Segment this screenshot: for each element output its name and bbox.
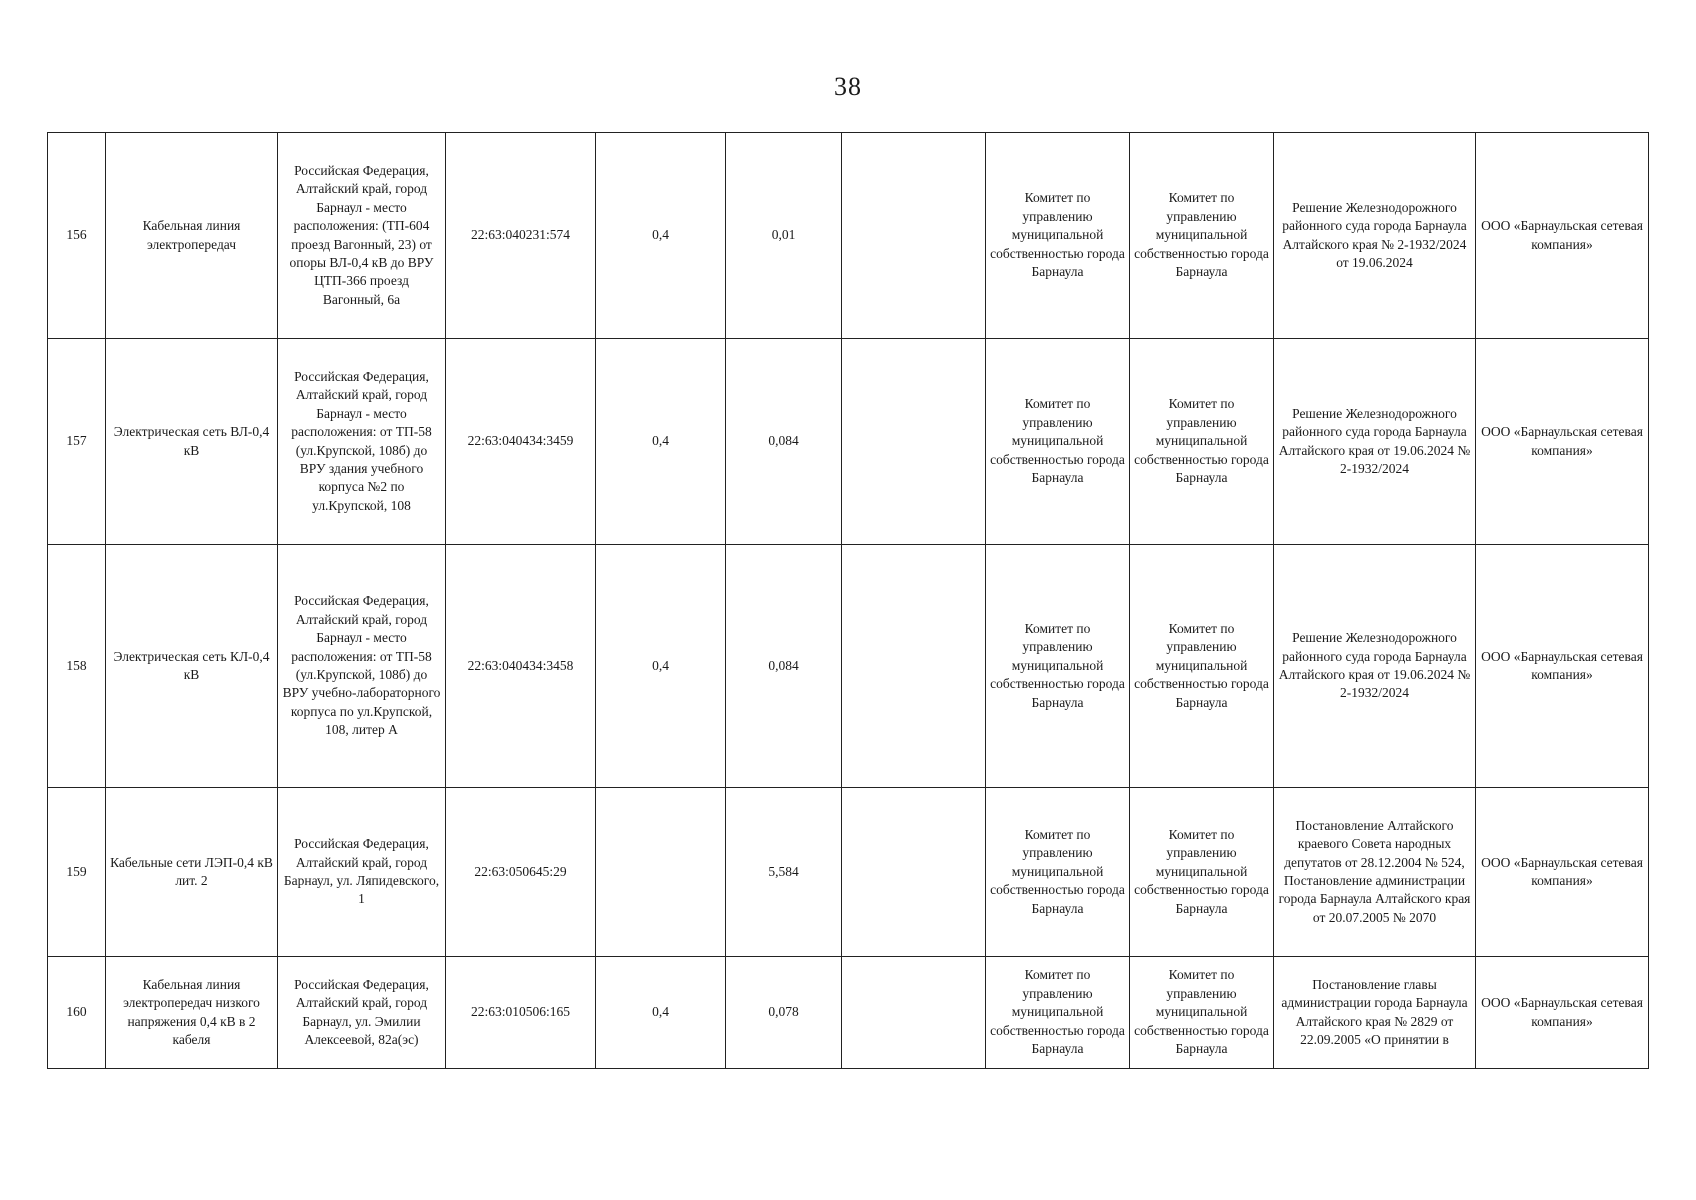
cadastral-number: 22:63:050645:29 (446, 788, 596, 957)
table-row (48, 339, 1649, 545)
rights-holder: Комитет по управлению муниципальной собственностью города Барнаула (986, 545, 1130, 788)
row-number: 160 (48, 957, 106, 1069)
object-name: Кабельная линия электропередач низкого напряжения 0,4 кВ в 2 кабеля (106, 957, 278, 1069)
table-row (48, 957, 1649, 1069)
legal-basis: Решение Железнодорожного районного суда города Барнаула Алтайского края от 19.06.2024 № 2-1932/2024 (1274, 339, 1476, 545)
empty-cell (842, 133, 986, 339)
cadastral-number: 22:63:040434:3458 (446, 545, 596, 788)
length-value: 0,084 (726, 545, 842, 788)
table-row (48, 788, 1649, 957)
object-address: Российская Федерация, Алтайский край, город Барнаул, ул. Эмилии Алексеевой, 82а(эс) (278, 957, 446, 1069)
object-address: Российская Федерация, Алтайский край, город Барнаул - место расположения: от ТП-58 (ул.Крупской, 108б) до ВРУ здания учебного корпуса №2 по ул.Крупской, 108 (278, 339, 446, 545)
row-number: 156 (48, 133, 106, 339)
owner: Комитет по управлению муниципальной собственностью города Барнаула (1130, 339, 1274, 545)
voltage-value: 0,4 (596, 545, 726, 788)
table-row (48, 133, 1649, 339)
object-name: Кабельная линия электропередач (106, 133, 278, 339)
voltage-value: 0,4 (596, 339, 726, 545)
object-address: Российская Федерация, Алтайский край, город Барнаул - место расположения: (ТП-604 проезд Вагонный, 23) от опоры ВЛ-0,4 кВ до ВРУ ЦТП-366 проезд Вагонный, 6а (278, 133, 446, 339)
object-address: Российская Федерация, Алтайский край, город Барнаул, ул. Ляпидевского, 1 (278, 788, 446, 957)
owner: Комитет по управлению муниципальной собственностью города Барнаула (1130, 133, 1274, 339)
legal-basis: Решение Железнодорожного районного суда города Барнаула Алтайского края от 19.06.2024 № 2-1932/2024 (1274, 545, 1476, 788)
rights-holder: Комитет по управлению муниципальной собственностью города Барнаула (986, 133, 1130, 339)
voltage-value: 0,4 (596, 957, 726, 1069)
empty-cell (842, 545, 986, 788)
rights-holder: Комитет по управлению муниципальной собственностью города Барнаула (986, 957, 1130, 1069)
object-name: Кабельные сети ЛЭП-0,4 кВ лит. 2 (106, 788, 278, 957)
owner: Комитет по управлению муниципальной собственностью города Барнаула (1130, 788, 1274, 957)
voltage-value: 0,4 (596, 133, 726, 339)
length-value: 5,584 (726, 788, 842, 957)
row-number: 158 (48, 545, 106, 788)
object-name: Электрическая сеть КЛ-0,4 кВ (106, 545, 278, 788)
cadastral-number: 22:63:040231:574 (446, 133, 596, 339)
object-name: Электрическая сеть ВЛ-0,4 кВ (106, 339, 278, 545)
table-row (48, 545, 1649, 788)
operator: ООО «Барнаульская сетевая компания» (1476, 133, 1649, 339)
empty-cell (842, 339, 986, 545)
row-number: 157 (48, 339, 106, 545)
owner: Комитет по управлению муниципальной собственностью города Барнаула (1130, 545, 1274, 788)
legal-basis: Решение Железнодорожного районного суда города Барнаула Алтайского края № 2-1932/2024 от 19.06.2024 (1274, 133, 1476, 339)
rights-holder: Комитет по управлению муниципальной собственностью города Барнаула (986, 339, 1130, 545)
rights-holder: Комитет по управлению муниципальной собственностью города Барнаула (986, 788, 1130, 957)
length-value: 0,078 (726, 957, 842, 1069)
page-number: 38 (834, 72, 862, 101)
registry-table (47, 132, 1649, 1069)
cadastral-number: 22:63:010506:165 (446, 957, 596, 1069)
operator: ООО «Барнаульская сетевая компания» (1476, 788, 1649, 957)
object-address: Российская Федерация, Алтайский край, город Барнаул - место расположения: от ТП-58 (ул.Крупской, 108б) до ВРУ учебно-лабораторного корпуса по ул.Крупской, 108, литер А (278, 545, 446, 788)
operator: ООО «Барнаульская сетевая компания» (1476, 545, 1649, 788)
empty-cell (842, 957, 986, 1069)
operator: ООО «Барнаульская сетевая компания» (1476, 957, 1649, 1069)
legal-basis: Постановление Алтайского краевого Совета народных депутатов от 28.12.2004 № 524, Постановление администрации города Барнаула Алтайского края от 20.07.2005 № 2070 (1274, 788, 1476, 957)
cadastral-number: 22:63:040434:3459 (446, 339, 596, 545)
legal-basis: Постановление главы администрации города Барнаула Алтайского края № 2829 от 22.09.2005 «О принятии в (1274, 957, 1476, 1069)
owner: Комитет по управлению муниципальной собственностью города Барнаула (1130, 957, 1274, 1069)
operator: ООО «Барнаульская сетевая компания» (1476, 339, 1649, 545)
length-value: 0,084 (726, 339, 842, 545)
empty-cell (842, 788, 986, 957)
length-value: 0,01 (726, 133, 842, 339)
voltage-value (596, 788, 726, 957)
row-number: 159 (48, 788, 106, 957)
